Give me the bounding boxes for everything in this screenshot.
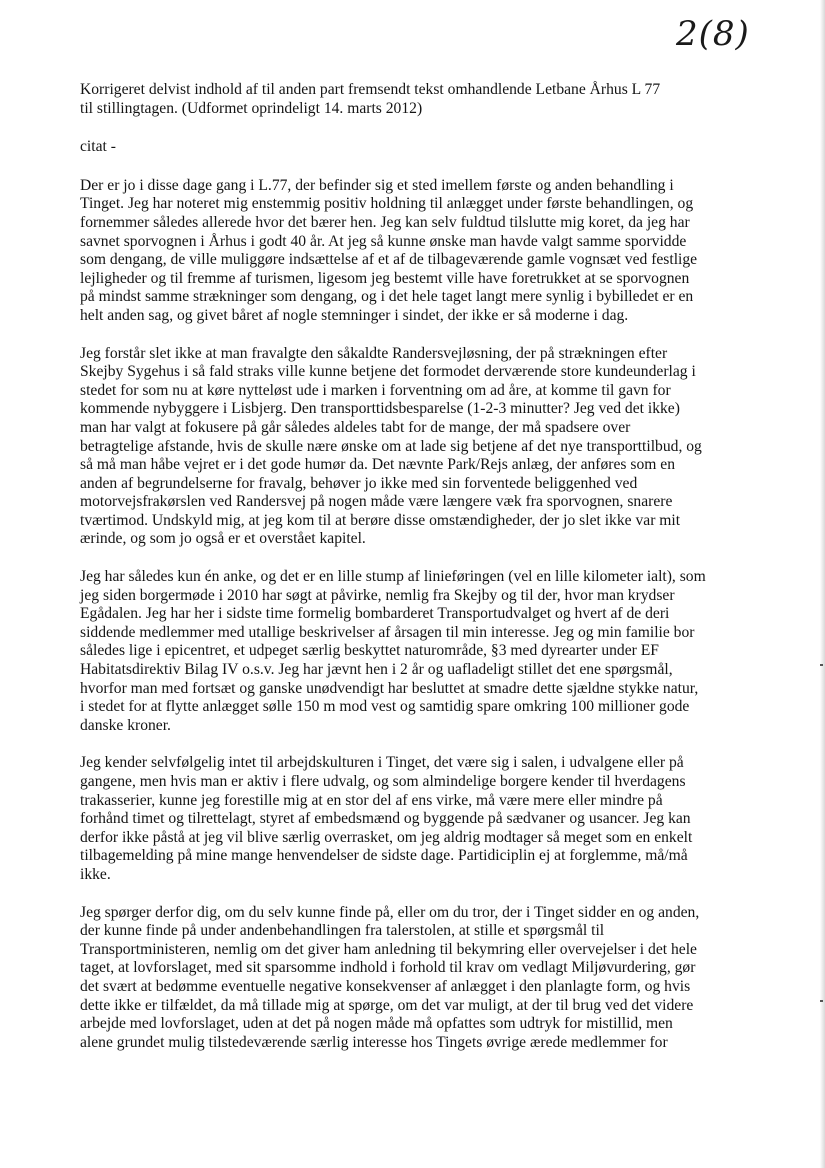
text-line: man har valgt at fokusere på går således aldeles tabt for de mange, der må spadsere over <box>80 418 631 436</box>
header-block <box>80 81 740 118</box>
text-line: Jeg forstår slet ikke at man fravalgte den såkaldte Randersvejløsning, der på strækningen efter <box>80 344 668 362</box>
text-line: på mindst samme strækninger som dengang, og i det hele taget langt mere synlig i bybilledet er en <box>80 288 694 306</box>
paragraph-4 <box>80 754 740 884</box>
text-line: betragtelige afstande, hvis de skulle nære ønske om at lade sig betjene af det nye transporttilbud, og <box>80 437 702 455</box>
text-line: Jeg kender selvfølgelig intet til arbejdskulturen i Tinget, det være sig i salen, i udvalgene eller på <box>80 754 684 772</box>
text-line: siddende medlemmer med utallige beskrivelser af årsagen til min interesse. Jeg og min familie bor <box>80 623 695 641</box>
text-line: dette ikke er tilfældet, da må tillade mig at spørge, om det var muligt, at der til brug ved det videre <box>80 996 694 1014</box>
text-line: jeg siden borgermøde i 2010 har søgt at påvirke, nemlig fra Skejby og til der, hvor man krydser <box>80 586 675 604</box>
handwritten-page-number: 2(8) <box>676 14 750 54</box>
text-line: som dengang, de ville muliggøre indsættelse af et af de tilbageværende gamle vognsæt ved festlige <box>80 251 698 269</box>
text-line: Der er jo i disse dage gang i L.77, der befinder sig et sted imellem første og anden behandling i <box>80 176 674 194</box>
text-line: danske kroner. <box>80 716 171 734</box>
header-line: Korrigeret delvist indhold af til anden part fremsendt tekst omhandlende Letbane Århus L 77 <box>80 81 661 98</box>
header-line: til stillingtagen. (Udformet oprindeligt 14. marts 2012) <box>80 99 423 117</box>
scan-edge-mark <box>820 664 823 666</box>
scan-edge-mark <box>820 1000 823 1002</box>
text-line: helt anden sag, og givet båret af nogle stemninger i sindet, der ikke er så moderne i dag. <box>80 306 629 324</box>
text-line: så må man håbe vejret er i det gode humør da. Det nævnte Park/Rejs anlæg, der anføres som en <box>80 456 675 474</box>
text-line: tværtimod. Undskyld mig, at jeg kom til at berøre disse omstændigheder, der jo slet ikke var mit <box>80 511 681 529</box>
paragraph-1 <box>80 177 740 326</box>
text-line: kommende nybyggere i Lisbjerg. Den transporttidsbesparelse (1-2-3 minutter? Jeg ved det ikke) <box>80 400 680 418</box>
text-line: det svært at bedømme eventuelle negative konsekvenser af anlægget i den planlagte form, og hvis <box>80 977 691 995</box>
letter-body <box>80 81 740 1071</box>
text-line: Habitatsdirektiv Bilag IV o.s.v. Jeg har jævnt hen i 2 år og uafladeligt stillet det ene spørgsmål, <box>80 661 673 679</box>
text-line: trakasserier, kunne jeg forestille mig at en stor del af ens virke, må være mere eller mindre på <box>80 791 663 809</box>
text-line: arbejde med lovforslaget, uden at det på nogen måde må opfattes som udtryk for mistillid, men <box>80 1015 673 1033</box>
text-line: ikke. <box>80 865 111 883</box>
text-line: motorvejsfrakørslen ved Randersvej på nogen måde være længere væk fra sporvognen, snarere <box>80 493 673 511</box>
paragraph-2 <box>80 345 740 550</box>
text-line: forhånd timet og tilrettelagt, styret af embedsmænd og byggende på sædvaner og usancer. Jeg kan <box>80 810 691 828</box>
text-line: Skejby Sygehus i så fald straks ville kunne betjene det formodet derværende store kundeunderlag i <box>80 363 696 381</box>
text-line: ærinde, og som jo også er et overstået kapitel. <box>80 530 366 548</box>
text-line: der kunne finde på under andenbehandlingen fra talerstolen, at stille et spørgsmål til <box>80 922 605 940</box>
text-line: hvorfor man med fortsæt og ganske unødvendigt har besluttet at smadre dette sjældne stykke natur, <box>80 679 699 697</box>
text-line: fornemmer således allerede hvor det bærer hen. Jeg kan selv fuldtud tilslutte mig koret, da jeg har <box>80 213 690 231</box>
text-line: tilbagemelding på mine mange henvendelser de sidste dage. Partidiciplin ej at forglemme, må/må <box>80 847 688 865</box>
text-line: Jeg har således kun én anke, og det er en lille stump af linieføringen (vel en lille kilometer ialt), som <box>80 568 706 586</box>
text-line: derfor ikke påstå at jeg vil blive særlig overrasket, om jeg aldrig modtager så meget som en enkelt <box>80 828 693 846</box>
text-line: i stedet for at flytte anlægget sølle 150 m mod vest og samtidig spare omkring 100 millioner gode <box>80 698 690 716</box>
text-line: gangene, men hvis man er aktiv i flere udvalg, og som almindelige borgere kender til hverdagens <box>80 773 686 790</box>
paragraph-5 <box>80 904 740 1053</box>
text-line: Tinget. Jeg har noteret mig enstemmig positiv holdning til anlægget under første behandlingen, og <box>80 195 694 213</box>
text-line: Egådalen. Jeg har her i sidste time formelig bombarderet Transportudvalget og hvert af de deri <box>80 605 670 623</box>
text-line: stedet for som nu at køre nytteløst ude i marken i forventning om ad åre, at komme til gavn for <box>80 381 671 399</box>
text-line: alene grundet mulig tilstedeværende særlig interesse hos Tingets øvrige ærede medlemmer for <box>80 1033 668 1051</box>
text-line: anden af begrundelserne for fravalg, behøver jo ikke med sin forventede beliggenhed ved <box>80 474 638 492</box>
text-line: således lige i epicentret, et udpeget særlig beskyttet naturområde, §3 med dyrearter under EF <box>80 642 659 660</box>
text-line: lejligheder og til fremme af turismen, ligesom jeg bestemt ville have foretrukket at se sporvognen <box>80 269 690 287</box>
text-line: Transportministeren, nemlig om det giver ham anledning til bekymring eller overvejelser i det hele <box>80 940 697 958</box>
text-line: savnet sporvognen i Århus i godt 40 år. At jeg så kunne ønske man havde valgt samme sporvidde <box>80 232 687 250</box>
scan-edge-shadow <box>820 0 825 1168</box>
paragraph-3 <box>80 568 740 735</box>
text-line: taget, at lovforslaget, med sit sparsomme indhold i forhold til krav om vedlagt Miljøvurdering, gør <box>80 959 696 977</box>
citat-label: citat - <box>80 138 116 156</box>
text-line: Jeg spørger derfor dig, om du selv kunne finde på, eller om du tror, der i Tinget sidder en og anden, <box>80 903 700 921</box>
